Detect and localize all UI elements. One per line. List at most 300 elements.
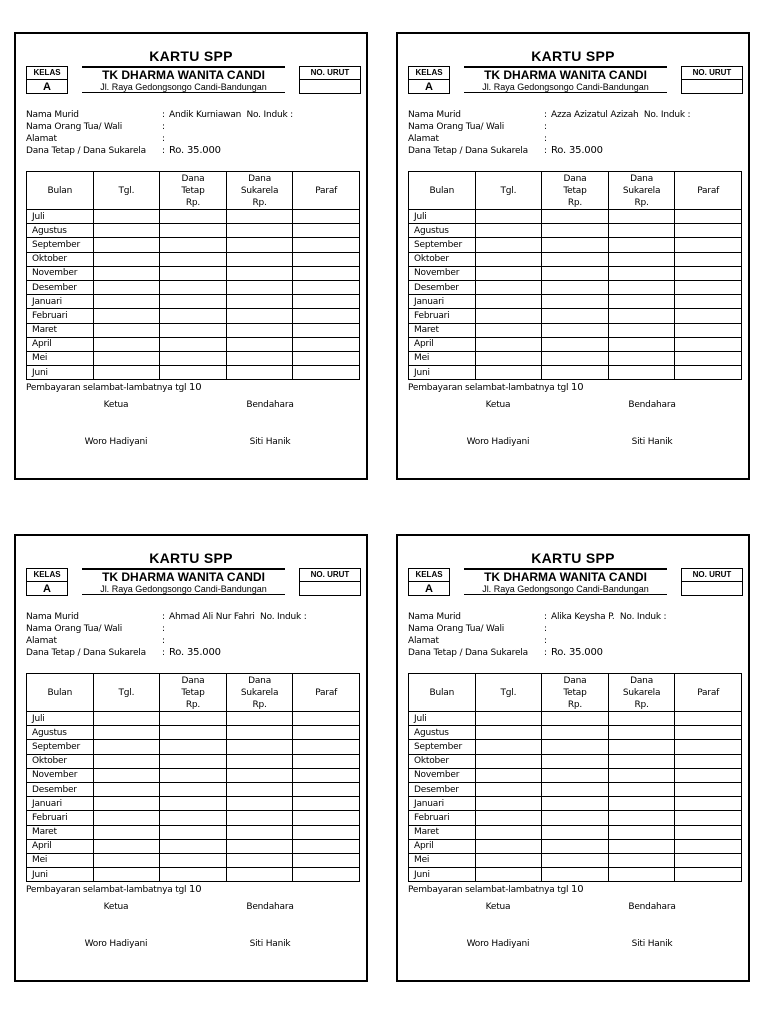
dana-value: Ro. 35.000 [551,145,603,156]
dana-label: Dana Tetap / Dana Sukarela [408,146,528,156]
dana-tetap-cell [542,280,609,294]
nama-murid-label: Nama Murid [26,110,79,120]
dana-sukarela-cell [608,811,675,825]
alamat-label: Alamat [408,636,439,646]
dana-tetap-cell [160,811,227,825]
dana-tetap-cell [542,323,609,337]
tgl-cell [93,868,160,882]
dana-sukarela-cell [608,210,675,224]
month-row [409,768,742,782]
dana-row [408,145,742,157]
dana-tetap-cell [542,726,609,740]
student-name: Azza Azizatul Azizah [551,110,639,120]
paraf-cell [293,782,360,796]
dana-tetap-cell [542,210,609,224]
month-row [27,797,360,811]
school-name: TK DHARMA WANITA CANDI [102,570,265,584]
month-cell: November [409,266,476,280]
month-cell: Mei [27,853,94,867]
ketua-name: Woro Hadiyani [466,939,530,949]
paraf-cell [293,224,360,238]
tgl-cell [93,754,160,768]
dana-sukarela-cell [226,295,293,309]
dana-sukarela-cell [608,726,675,740]
spp-card [14,32,368,480]
month-cell: Maret [409,323,476,337]
colon: : [162,612,165,622]
paraf-cell [293,295,360,309]
dana-tetap-cell [542,768,609,782]
paraf-cell [675,754,742,768]
ketua-label: Ketua [485,902,511,912]
spp-card [396,32,750,480]
no-induk-label: No. Induk : [619,612,667,622]
paraf-cell [675,266,742,280]
kelas-value: A [43,583,51,595]
alamat-row [26,635,360,647]
dana-tetap-cell [542,309,609,323]
month-row [27,337,360,351]
tgl-cell [475,853,542,867]
payment-table-header [409,674,742,712]
month-cell: Desember [409,280,476,294]
spp-card [14,534,368,982]
nama-murid-value [169,109,293,121]
month-row [27,768,360,782]
school-address: Jl. Raya Gedongsongo Candi-Bandungan [100,82,267,92]
month-row [409,309,742,323]
paraf-cell [293,825,360,839]
kelas-label: KELAS [409,569,449,582]
month-cell: Maret [27,825,94,839]
month-cell: Agustus [27,726,94,740]
month-row [409,266,742,280]
month-row [409,782,742,796]
school-address: Jl. Raya Gedongsongo Candi-Bandungan [482,82,649,92]
dana-tetap-cell [542,366,609,380]
tgl-cell [475,768,542,782]
dana-sukarela-cell [226,712,293,726]
no-induk-label: No. Induk : [643,110,691,120]
dana-tetap-cell [160,868,227,882]
card-title: KARTU SPP [149,48,233,64]
dana-tetap-cell [160,351,227,365]
month-row [409,811,742,825]
dana-tetap-cell [160,839,227,853]
deadline-text: Pembayaran selambat-lambatnya tgl [408,885,569,895]
deadline-day: 10 [571,884,584,895]
dana-tetap-cell [542,295,609,309]
deadline-text: Pembayaran selambat-lambatnya tgl [26,383,187,393]
payment-table [408,673,742,882]
month-row [409,323,742,337]
month-row [409,295,742,309]
dana-row [408,647,742,659]
month-row [27,280,360,294]
student-name: Andik Kurniawan [169,110,242,120]
school-header [82,568,285,595]
ketua-name: Woro Hadiyani [84,437,148,447]
dana-tetap-cell [160,309,227,323]
dana-sukarela-cell [608,768,675,782]
nama-murid-label: Nama Murid [408,612,461,622]
tgl-cell [93,252,160,266]
month-row [409,280,742,294]
month-cell: Desember [27,280,94,294]
month-cell: Mei [409,853,476,867]
paraf-cell [293,868,360,882]
bendahara-label: Bendahara [246,902,294,912]
colon: : [544,624,547,634]
dana-tetap-cell [542,337,609,351]
month-cell: April [409,839,476,853]
dana-sukarela-cell [608,740,675,754]
bendahara-name: Siti Hanik [249,939,291,949]
card-title: KARTU SPP [531,48,615,64]
month-cell: September [409,238,476,252]
alamat-row [26,133,360,145]
paraf-cell [675,839,742,853]
month-cell: Januari [409,797,476,811]
orang-tua-row [26,121,360,133]
payment-table-header [27,172,360,210]
dana-sukarela-cell [226,210,293,224]
month-cell: Juli [409,210,476,224]
ketua-label: Ketua [103,400,129,410]
header-dana-sukarela: Dana Sukarela Rp. [608,172,675,210]
student-info [408,611,742,659]
student-name: Alika Keysha P. [551,612,615,622]
tgl-cell [475,351,542,365]
student-info [408,109,742,157]
paraf-cell [675,210,742,224]
dana-label: Dana Tetap / Dana Sukarela [26,648,146,658]
dana-tetap-cell [160,266,227,280]
month-row [27,740,360,754]
month-row [27,868,360,882]
dana-tetap-cell [160,210,227,224]
dana-sukarela-cell [226,224,293,238]
dana-tetap-cell [542,712,609,726]
kelas-label: KELAS [409,67,449,80]
dana-tetap-cell [542,266,609,280]
tgl-cell [475,323,542,337]
school-address: Jl. Raya Gedongsongo Candi-Bandungan [100,584,267,594]
month-row [409,754,742,768]
dana-tetap-cell [160,280,227,294]
dana-tetap-cell [542,839,609,853]
payment-deadline-note [26,382,201,393]
dana-tetap-cell [160,797,227,811]
dana-sukarela-cell [608,351,675,365]
dana-sukarela-cell [226,754,293,768]
tgl-cell [93,224,160,238]
month-cell: April [27,337,94,351]
orang-tua-row [408,623,742,635]
tgl-cell [475,740,542,754]
dana-tetap-cell [542,754,609,768]
payment-table [26,673,360,882]
dana-sukarela-cell [226,266,293,280]
dana-sukarela-cell [226,366,293,380]
tgl-cell [93,797,160,811]
paraf-cell [293,337,360,351]
student-name: Ahmad Ali Nur Fahri [169,612,255,622]
alamat-label: Alamat [26,636,57,646]
student-info [26,611,360,659]
colon: : [544,122,547,132]
month-row [27,825,360,839]
payment-deadline-note [408,884,583,895]
month-row [27,366,360,380]
month-cell: September [27,740,94,754]
header-bulan: Bulan [27,172,94,210]
paraf-cell [293,768,360,782]
tgl-cell [475,726,542,740]
month-row [409,726,742,740]
paraf-cell [675,853,742,867]
payment-table [408,171,742,380]
dana-tetap-cell [160,238,227,252]
nama-murid-label: Nama Murid [408,110,461,120]
spp-card [396,534,750,982]
dana-sukarela-cell [226,238,293,252]
tgl-cell [475,280,542,294]
header-bulan: Bulan [27,674,94,712]
tgl-cell [93,309,160,323]
tgl-cell [93,811,160,825]
dana-sukarela-cell [608,238,675,252]
orang-tua-label: Nama Orang Tua/ Wali [26,624,123,634]
no-urut-label: NO. URUT [682,569,742,582]
header-paraf: Paraf [675,674,742,712]
month-cell: Agustus [409,224,476,238]
dana-sukarela-cell [608,337,675,351]
month-row [409,210,742,224]
tgl-cell [93,825,160,839]
header-tgl: Tgl. [93,172,160,210]
month-row [409,839,742,853]
header-bulan: Bulan [409,172,476,210]
school-header [464,66,667,93]
kelas-label: KELAS [27,569,67,582]
kelas-box [26,66,68,94]
dana-sukarela-cell [608,782,675,796]
alamat-label: Alamat [408,134,439,144]
no-urut-box [299,66,361,94]
dana-sukarela-cell [608,797,675,811]
no-urut-label: NO. URUT [300,67,360,80]
header-dana-tetap: Dana Tetap Rp. [160,172,227,210]
ketua-name: Woro Hadiyani [466,437,530,447]
orang-tua-label: Nama Orang Tua/ Wali [26,122,123,132]
nama-murid-value [169,611,307,623]
dana-tetap-cell [160,295,227,309]
dana-tetap-cell [160,712,227,726]
tgl-cell [93,712,160,726]
dana-sukarela-cell [226,252,293,266]
tgl-cell [93,210,160,224]
month-row [27,295,360,309]
kelas-value: A [43,81,51,93]
paraf-cell [293,712,360,726]
month-row [27,351,360,365]
dana-sukarela-cell [608,754,675,768]
dana-label: Dana Tetap / Dana Sukarela [408,648,528,658]
colon: : [162,134,165,144]
dana-sukarela-cell [226,839,293,853]
month-row [409,825,742,839]
dana-tetap-cell [160,754,227,768]
month-row [409,868,742,882]
paraf-cell [675,768,742,782]
month-cell: Februari [27,309,94,323]
tgl-cell [93,740,160,754]
dana-tetap-cell [160,323,227,337]
month-cell: April [27,839,94,853]
month-row [27,266,360,280]
dana-tetap-cell [542,782,609,796]
header-dana-tetap: Dana Tetap Rp. [160,674,227,712]
colon: : [544,648,547,658]
tgl-cell [93,366,160,380]
dana-tetap-cell [160,252,227,266]
dana-tetap-cell [542,224,609,238]
nama-murid-value [551,109,690,121]
month-row [409,740,742,754]
month-row [27,853,360,867]
paraf-cell [675,323,742,337]
month-row [27,210,360,224]
month-cell: Desember [27,782,94,796]
month-cell: Maret [409,825,476,839]
month-cell: Juli [27,712,94,726]
month-cell: Agustus [409,726,476,740]
month-cell: April [409,337,476,351]
dana-tetap-cell [160,224,227,238]
paraf-cell [675,868,742,882]
no-induk-label: No. Induk : [246,110,293,120]
paraf-cell [675,252,742,266]
nama-murid-row [26,611,360,623]
month-row [27,252,360,266]
school-header [464,568,667,595]
dana-value: Ro. 35.000 [551,647,603,658]
bendahara-label: Bendahara [628,902,676,912]
dana-value: Ro. 35.000 [169,145,221,156]
month-cell: Januari [409,295,476,309]
dana-sukarela-cell [226,351,293,365]
paraf-cell [293,323,360,337]
orang-tua-row [26,623,360,635]
dana-sukarela-cell [226,309,293,323]
tgl-cell [93,280,160,294]
colon: : [162,146,165,156]
tgl-cell [93,782,160,796]
paraf-cell [675,740,742,754]
month-row [27,323,360,337]
paraf-cell [293,754,360,768]
alamat-row [408,635,742,647]
dana-sukarela-cell [608,825,675,839]
month-row [27,238,360,252]
dana-sukarela-cell [226,853,293,867]
tgl-cell [93,839,160,853]
month-row [27,754,360,768]
paraf-cell [293,252,360,266]
nama-murid-row [408,611,742,623]
month-cell: Mei [27,351,94,365]
month-row [409,853,742,867]
tgl-cell [475,754,542,768]
deadline-text: Pembayaran selambat-lambatnya tgl [408,383,569,393]
dana-sukarela-cell [608,266,675,280]
dana-sukarela-cell [608,839,675,853]
month-cell: Oktober [409,252,476,266]
payment-table-header [409,172,742,210]
ketua-label: Ketua [485,400,511,410]
orang-tua-row [408,121,742,133]
colon: : [162,122,165,132]
dana-sukarela-cell [226,740,293,754]
paraf-cell [293,309,360,323]
month-cell: September [27,238,94,252]
month-cell: November [409,768,476,782]
month-row [27,712,360,726]
dana-value: Ro. 35.000 [169,647,221,658]
payment-deadline-note [26,884,201,895]
header-dana-sukarela: Dana Sukarela Rp. [226,172,293,210]
tgl-cell [475,811,542,825]
paraf-cell [293,266,360,280]
tgl-cell [475,295,542,309]
kelas-box [26,568,68,596]
paraf-cell [293,797,360,811]
dana-tetap-cell [542,797,609,811]
no-induk-label: No. Induk : [260,612,307,622]
month-row [27,726,360,740]
alamat-row [408,133,742,145]
paraf-cell [675,782,742,796]
month-row [27,224,360,238]
school-name: TK DHARMA WANITA CANDI [484,570,647,584]
colon: : [544,146,547,156]
dana-sukarela-cell [226,825,293,839]
dana-sukarela-cell [608,868,675,882]
tgl-cell [475,797,542,811]
kelas-box [408,66,450,94]
paraf-cell [675,351,742,365]
month-cell: Mei [409,351,476,365]
no-urut-box [299,568,361,596]
tgl-cell [93,726,160,740]
paraf-cell [675,309,742,323]
tgl-cell [475,366,542,380]
month-cell: Maret [27,323,94,337]
ketua-name: Woro Hadiyani [84,939,148,949]
paraf-cell [675,726,742,740]
paraf-cell [293,726,360,740]
tgl-cell [93,266,160,280]
tgl-cell [93,768,160,782]
orang-tua-label: Nama Orang Tua/ Wali [408,624,505,634]
bendahara-name: Siti Hanik [249,437,291,447]
tgl-cell [93,853,160,867]
dana-tetap-cell [542,825,609,839]
colon: : [544,134,547,144]
month-row [27,839,360,853]
tgl-cell [475,825,542,839]
